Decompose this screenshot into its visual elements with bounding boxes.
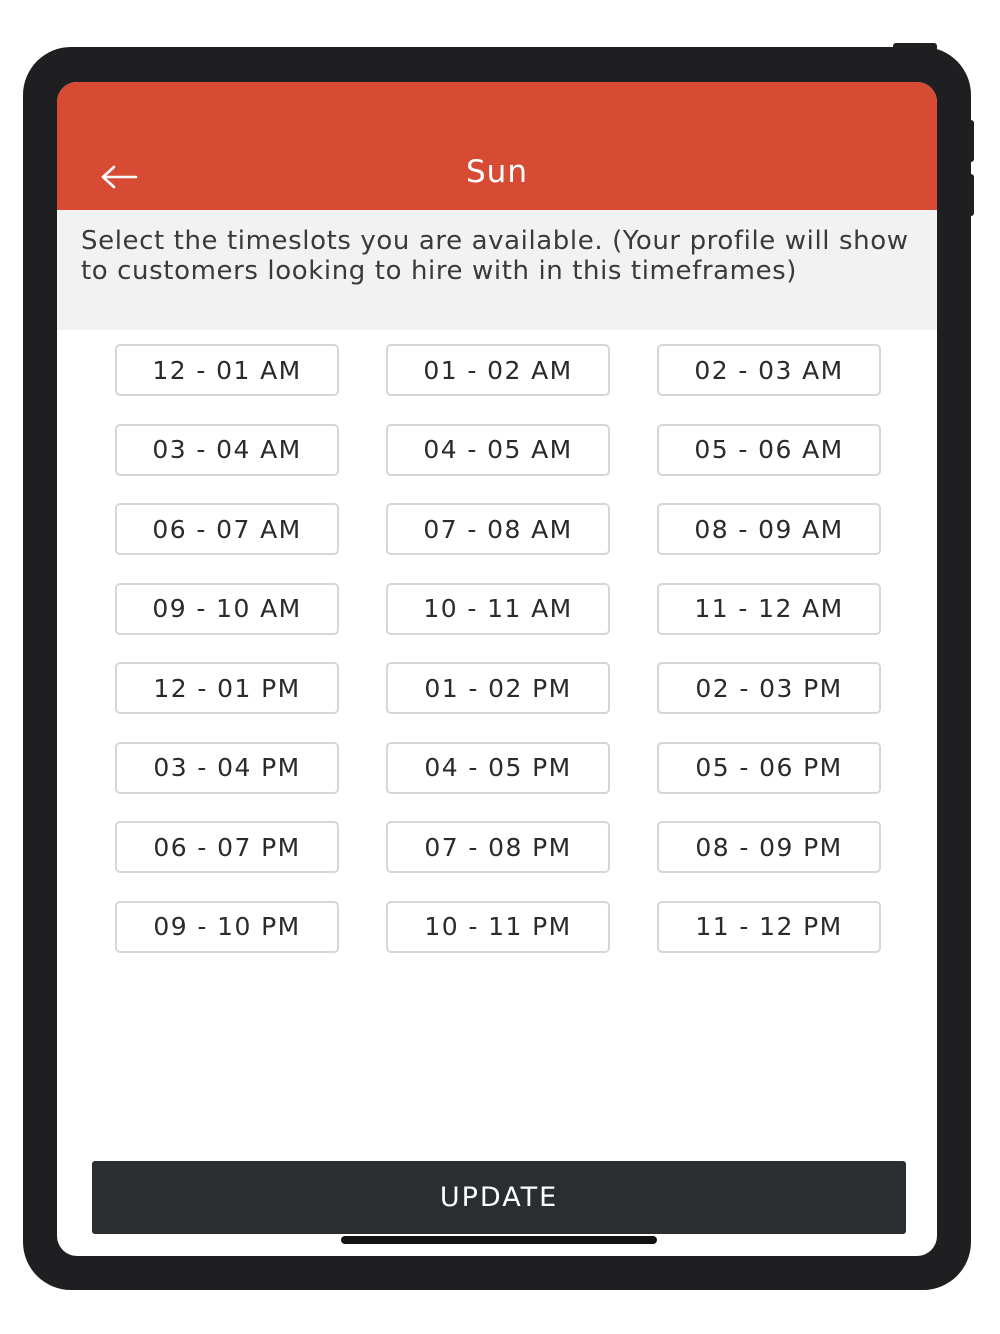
timeslot-button[interactable]: 07 - 08 PM bbox=[386, 821, 610, 873]
timeslot-button[interactable]: 05 - 06 PM bbox=[657, 742, 881, 794]
timeslot-button[interactable]: 04 - 05 PM bbox=[386, 742, 610, 794]
timeslot-button[interactable]: 09 - 10 AM bbox=[115, 583, 339, 635]
timeslot-button[interactable]: 10 - 11 PM bbox=[386, 901, 610, 953]
timeslot-button[interactable]: 09 - 10 PM bbox=[115, 901, 339, 953]
timeslot-button[interactable]: 11 - 12 PM bbox=[657, 901, 881, 953]
timeslot-button[interactable]: 11 - 12 AM bbox=[657, 583, 881, 635]
timeslot-button[interactable]: 08 - 09 PM bbox=[657, 821, 881, 873]
timeslot-button[interactable]: 12 - 01 AM bbox=[115, 344, 339, 396]
instruction-text: Select the timeslots you are available. (Your profile will show to customers looking to hire with in this timeframes) bbox=[57, 210, 937, 330]
timeslot-button[interactable]: 04 - 05 AM bbox=[386, 424, 610, 476]
timeslot-button[interactable]: 05 - 06 AM bbox=[657, 424, 881, 476]
page-title: Sun bbox=[466, 154, 528, 190]
app-screen bbox=[57, 82, 937, 1256]
app-header bbox=[57, 82, 937, 210]
timeslot-button[interactable]: 03 - 04 AM bbox=[115, 424, 339, 476]
timeslot-button[interactable]: 06 - 07 PM bbox=[115, 821, 339, 873]
update-button[interactable]: UPDATE bbox=[92, 1161, 906, 1234]
timeslot-button[interactable]: 03 - 04 PM bbox=[115, 742, 339, 794]
timeslot-button[interactable]: 10 - 11 AM bbox=[386, 583, 610, 635]
timeslot-button[interactable]: 08 - 09 AM bbox=[657, 503, 881, 555]
timeslot-button[interactable]: 07 - 08 AM bbox=[386, 503, 610, 555]
timeslot-button[interactable]: 12 - 01 PM bbox=[115, 662, 339, 714]
timeslot-button[interactable]: 02 - 03 AM bbox=[657, 344, 881, 396]
timeslot-button[interactable]: 01 - 02 PM bbox=[386, 662, 610, 714]
home-indicator bbox=[341, 1236, 657, 1244]
timeslot-button[interactable]: 06 - 07 AM bbox=[115, 503, 339, 555]
timeslot-button[interactable]: 02 - 03 PM bbox=[657, 662, 881, 714]
timeslot-button[interactable]: 01 - 02 AM bbox=[386, 344, 610, 396]
